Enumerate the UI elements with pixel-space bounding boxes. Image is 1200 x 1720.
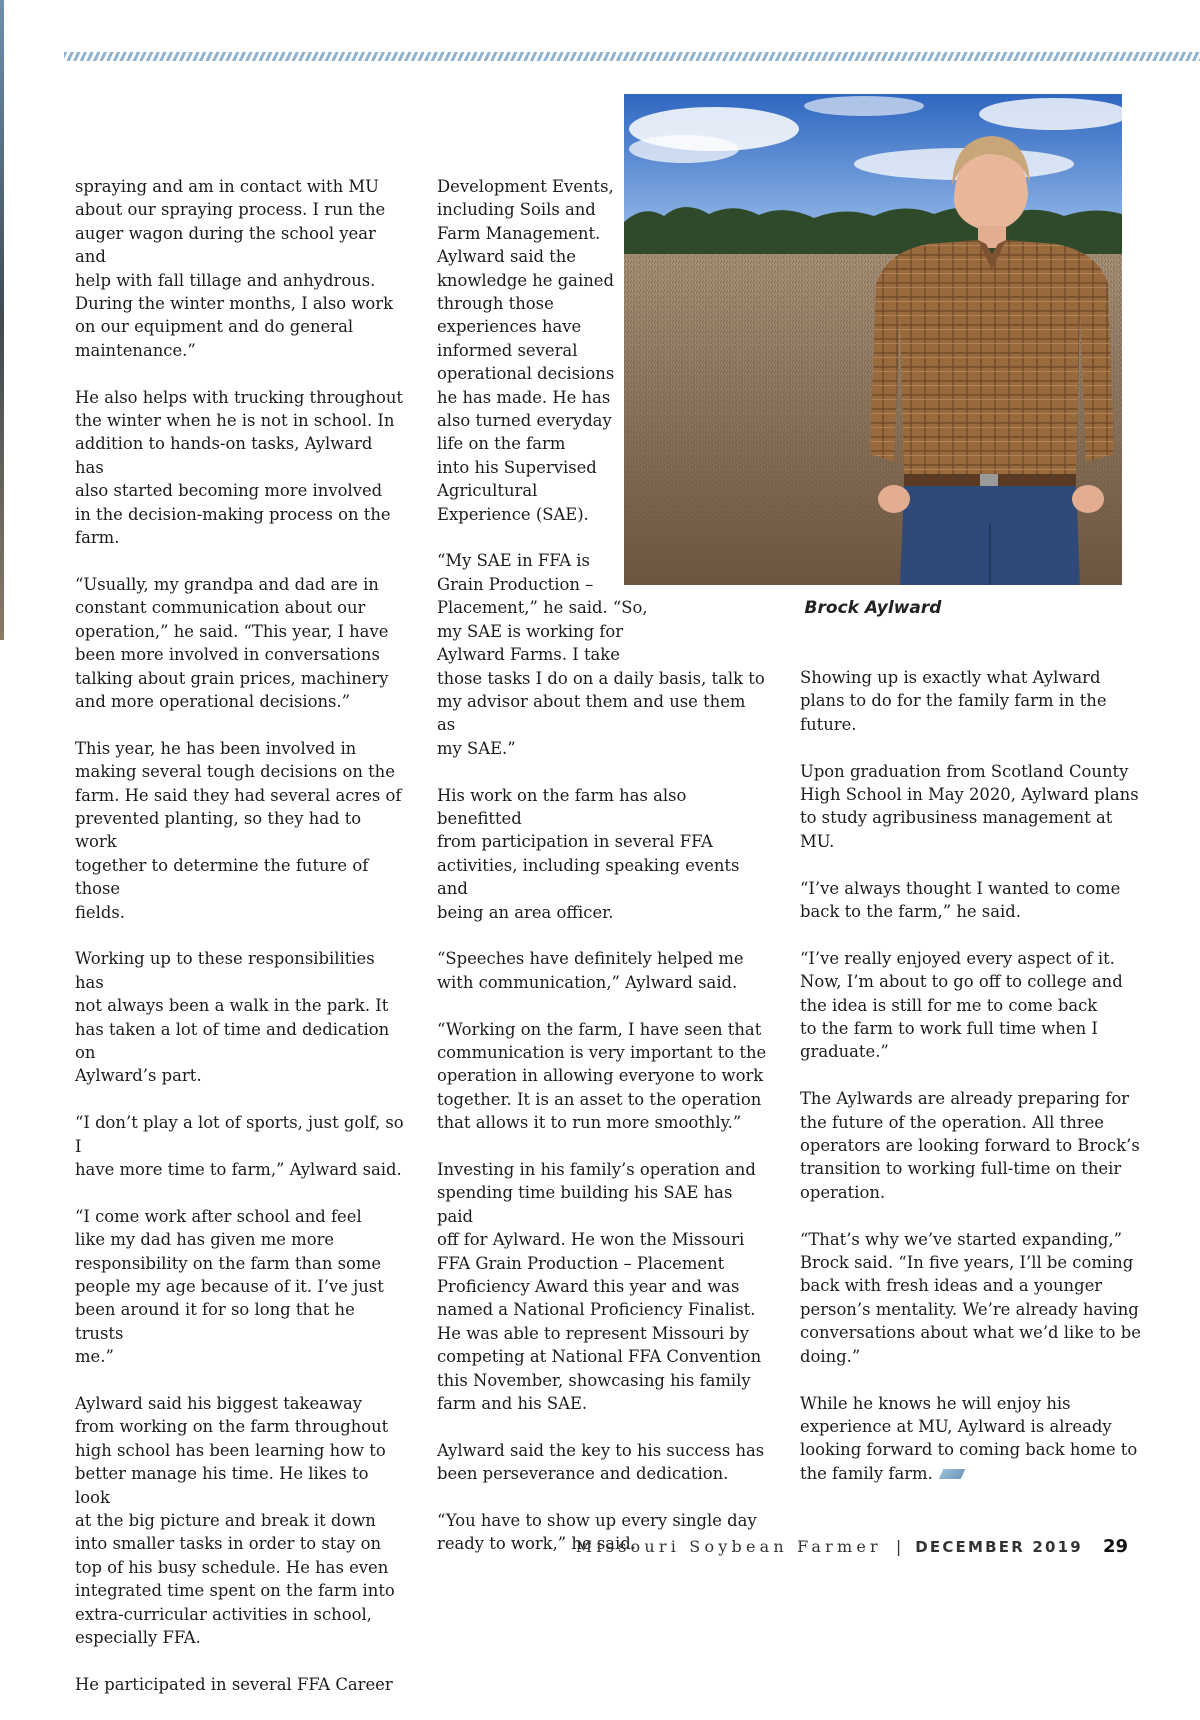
paragraph: His work on the farm has also benefitted from participation in several FFA activities, including speaking events and being an area officer. (437, 785, 740, 922)
paragraph: “My SAE in FFA is Grain Production – Placement,” he said. “So, my SAE is working for Aylward Farms. I take those tasks I do on a daily basis, talk to my advisor about them and use them as my SAE.” (437, 551, 765, 758)
paragraph: Upon graduation from Scotland County High School in May 2020, Aylward plans to study agribusiness management at MU. (800, 761, 1139, 851)
article-column-3 (800, 666, 1145, 1509)
page-footer (576, 1536, 1128, 1557)
paragraph: This year, he has been involved in making several tough decisions on the farm. He said they had several acres of prevented planting, so they had to work together to determine the future of those fields. (75, 738, 402, 922)
page-number: 29 (1102, 1536, 1128, 1557)
paragraph: Working up to these responsibilities has not always been a walk in the park. It has taken a lot of time and dedication on Aylward’s part. (75, 949, 390, 1086)
paragraph: He also helps with trucking throughout the winter when he is not in school. In addition to hands-on tasks, Aylward has also started becoming more involved in the decision-making process on the farm. (75, 387, 403, 548)
paragraph: “I’ve really enjoyed every aspect of it. Now, I’m about to go off to college and the idea is still for me to come back to the farm to work full time when I graduate.” (800, 948, 1123, 1062)
paragraph: The Aylwards are already preparing for the future of the operation. All three operators are looking forward to Brock’s transition to working full-time on their operation. (800, 1089, 1140, 1202)
article-column-1 (75, 175, 405, 1720)
left-edge-photo-strip (0, 0, 4, 640)
paragraph: He participated in several FFA Career (75, 1674, 393, 1694)
paragraph-text: While he knows he will enjoy his experience at MU, Aylward is already looking forward to coming back home to the family farm. (800, 1393, 1138, 1483)
footer-separator: | (895, 1537, 902, 1556)
paragraph: Aylward said his biggest takeaway from working on the farm throughout high school has been learning how to better manage his time. He likes to look at the big picture and break it down into smaller tasks in order to stay on top of his busy schedule. He has even integrated time spent on the farm into extra-curricular activities in school, especially FFA. (75, 1394, 395, 1648)
article-column-2 (437, 175, 767, 1579)
paragraph: “Working on the farm, I have seen that communication is very important to the operation in allowing everyone to work together. It is an asset to the operation that allows it to run more smoothly.” (437, 1019, 767, 1133)
paragraph: Showing up is exactly what Aylward plans to do for the family farm in the future. (800, 668, 1107, 734)
paragraph: “Speeches have definitely helped me with communication,” Aylward said. (437, 949, 744, 992)
paragraph: spraying and am in contact with MU about our spraying process. I run the auger wagon during the school year and help with fall tillage and anhydrous. During the winter months, I also work on our equipment and do general maintenance.” (75, 177, 394, 360)
final-paragraph (800, 1392, 1145, 1486)
paragraph: “You have to show up every single day ready to work,” he said. (437, 1511, 757, 1554)
paragraph: “Usually, my grandpa and dad are in constant communication about our operation,” he said. “This year, I have been more involved in conversations talking about grain prices, machinery and more operational decisions.” (75, 574, 389, 711)
decorative-hatch-bar (64, 52, 1200, 61)
paragraph: Investing in his family’s operation and spending time building his SAE has paid off for Aylward. He won the Missouri FFA Grain Production – Placement Proficiency Award this year and was named a National Proficiency Finalist. He was able to represent Missouri by competing at National FFA Convention this November, showcasing his family farm and his SAE. (437, 1159, 762, 1414)
paragraph: “I don’t play a lot of sports, just golf, so I have more time to farm,” Aylward said. (75, 1113, 404, 1179)
issue-date: DECEMBER 2019 (915, 1538, 1083, 1556)
publication-name: Missouri Soybean Farmer (575, 1537, 882, 1556)
photo-caption: Brock Aylward (804, 598, 942, 618)
paragraph: “I come work after school and feel like my dad has given me more responsibility on the farm than some people my age because of it. I’ve just been around it for so long that he trusts me.” (75, 1206, 384, 1367)
paragraph: Development Events, including Soils and Farm Management. Aylward said the knowledge he gained through those experiences have informed several operational decisions he has made. He has also turned everyday life on the farm into his Supervised Agricultural Experience (SAE). (437, 177, 615, 524)
paragraph: “That’s why we’ve started expanding,” Brock said. “In five years, I’ll be coming back with fresh ideas and a younger person’s mentality. We’re already having conversations about what we’d like to be doing.” (800, 1229, 1141, 1366)
end-of-article-icon (938, 1469, 965, 1479)
paragraph: “I’ve always thought I wanted to come back to the farm,” he said. (800, 878, 1121, 922)
paragraph: Aylward said the key to his success has been perseverance and dedication. (437, 1440, 765, 1484)
